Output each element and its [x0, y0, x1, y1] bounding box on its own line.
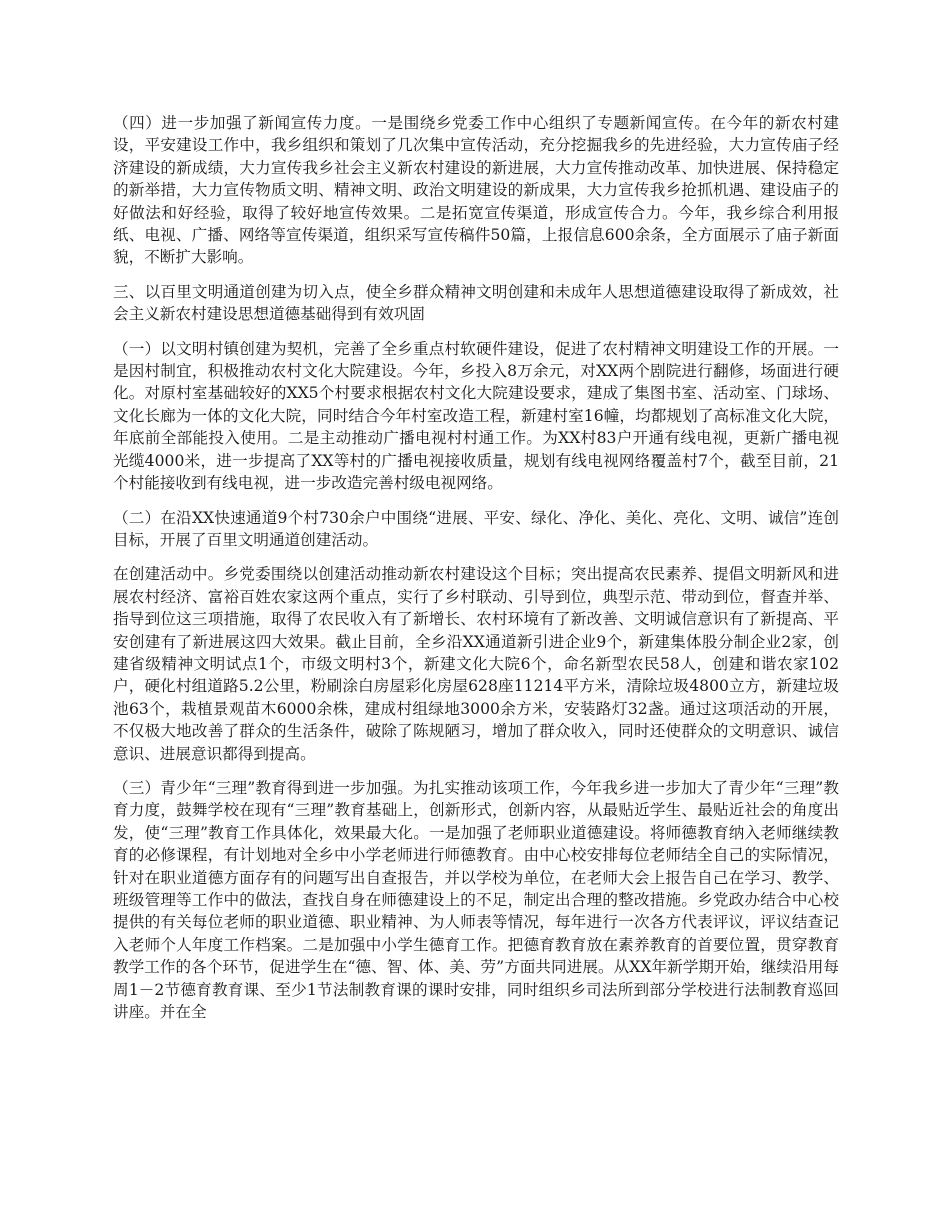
paragraph-civilized-villages: （一）以文明村镇创建为契机，完善了全乡重点村软硬件建设，促进了农村精神文明建设工作的开展。一是因村制宜，积极推动农村文化大院建设。今年，乡投入8万余元，对XX两个剧院进行翻修，场面进行硬化。对原村室基础较好的XX5个村要求根据农村文化大院建设要求，建成了集图书室、活动室、门球场、文化长廊为一体的文化大院，同时结合今年村室改造工程，新建村室16幢，均都规划了高标准文化大院，年底前全部能投入使用。二是主动推动广播电视村村通工作。为XX村83户开通有线电视，更新广播电视光缆4000米，进一步提高了XX等村的广播电视接收质量，规划有线电视网络覆盖村7个，截至目前，21个村能接收到有线电视，进一步改造完善村级电视网络。: [113, 339, 839, 493]
paragraph-corridor-campaign: （二）在沿XX快速通道9个村730余户中围绕“进展、平安、绿化、净化、美化、亮化、文明、诚信”连创目标，开展了百里文明通道创建活动。: [113, 508, 839, 549]
paragraph-campaign-results: 在创建活动中。乡党委围绕以创建活动推动新农村建设这个目标；突出提高农民素养、提倡文明新风和进展农村经济、富裕百姓农家这两个重点，实行了乡村联动、引导到位，典型示范、带动到位，督查并举、指导到位这三项措施，取得了农民收入有了新增长、农村环境有了新改善、文明诚信意识有了新提高、平安创建有了新进展这四大效果。截止目前，全乡沿XX通道新引进企业9个，新建集体股分制企业2家，创建省级精神文明试点1个，市级文明村3个，新建文化大院6个，命名新型农民58人，创建和谐农家102户，硬化村组道路5.2公里，粉刷涂白房屋彩化房屋628座11214平方米，清除垃圾4800立方，新建垃圾池63个，栽植景观苗木6000余株，建成村组绿地3000余方米，安装路灯32盏。通过这项活动的开展，不仅极大地改善了群众的生活条件，破除了陈规陋习，增加了群众收入，同时还使群众的文明意识、诚信意识、进展意识都得到提高。: [113, 565, 839, 763]
paragraph-news-publicity: （四）进一步加强了新闻宣传力度。一是围绕乡党委工作中心组织了专题新闻宣传。在今年的新农村建设，平安建设工作中，我乡组织和策划了几次集中宣传活动，充分挖掘我乡的先进经验，大力宣传庙子经济建设的新成绩，大力宣传我乡社会主义新农村建设的新进展，大力宣传推动改革、加快进展、保持稳定的新举措，大力宣传物质文明、精神文明、政治文明建设的新成果，大力宣传我乡抢抓机遇、建设庙子的好做法和好经验，取得了较好地宣传效果。二是拓宽宣传渠道，形成宣传合力。今年，我乡综合利用报纸、电视、广播、网络等宣传渠道，组织采写宣传稿件50篇，上报信息600余条，全方面展示了庙子新面貌，不断扩大影响。: [113, 114, 839, 267]
section-heading-civilization-corridor: 三、以百里文明通道创建为切入点，使全乡群众精神文明创建和未成年人思想道德建设取得了新成效，社会主义新农村建设思想道德基础得到有效巩固: [113, 282, 839, 324]
document-page: [113, 112, 839, 1035]
paragraph-youth-education: （三）青少年“三理”教育得到进一步加强。为扎实推动该项工作，今年我乡进一步加大了青少年“三理”教育力度，鼓舞学校在现有“三理”教育基础上，创新形式，创新内容，从最贴近学生、最贴近社会的角度出发，使“三理”教育工作具体化，效果最大化。一是加强了老师职业道德建设。将师德教育纳入老师继续教育的必修课程，有计划地对全乡中小学老师进行师德教育。由中心校安排每位老师结全自己的实际情况，针对在职业道德方面存有的问题写出自查报告，并以学校为单位，在老师大会上报告自己在学习、教学、班级管理等工作中的做法，查找自身在师德建设上的不足，制定出合理的整改措施。乡党政办结合中心校提供的有关每位老师的职业道德、职业精神、为人师表等情况，每年进行一次各方代表评议，评议结查记入老师个人年度工作档案。二是加强中小学生德育工作。把德育教育放在素养教育的首要位置，贯穿教育教学工作的各个环节，促进学生在“德、智、体、美、劳”方面共同进展。从XX年新学期开始，继续沿用每周1－2节德育教育课、至少1节法制教育课的课时安排，同时组织乡司法所到部分学校进行法制教育巡回讲座。并在全: [113, 778, 839, 1022]
